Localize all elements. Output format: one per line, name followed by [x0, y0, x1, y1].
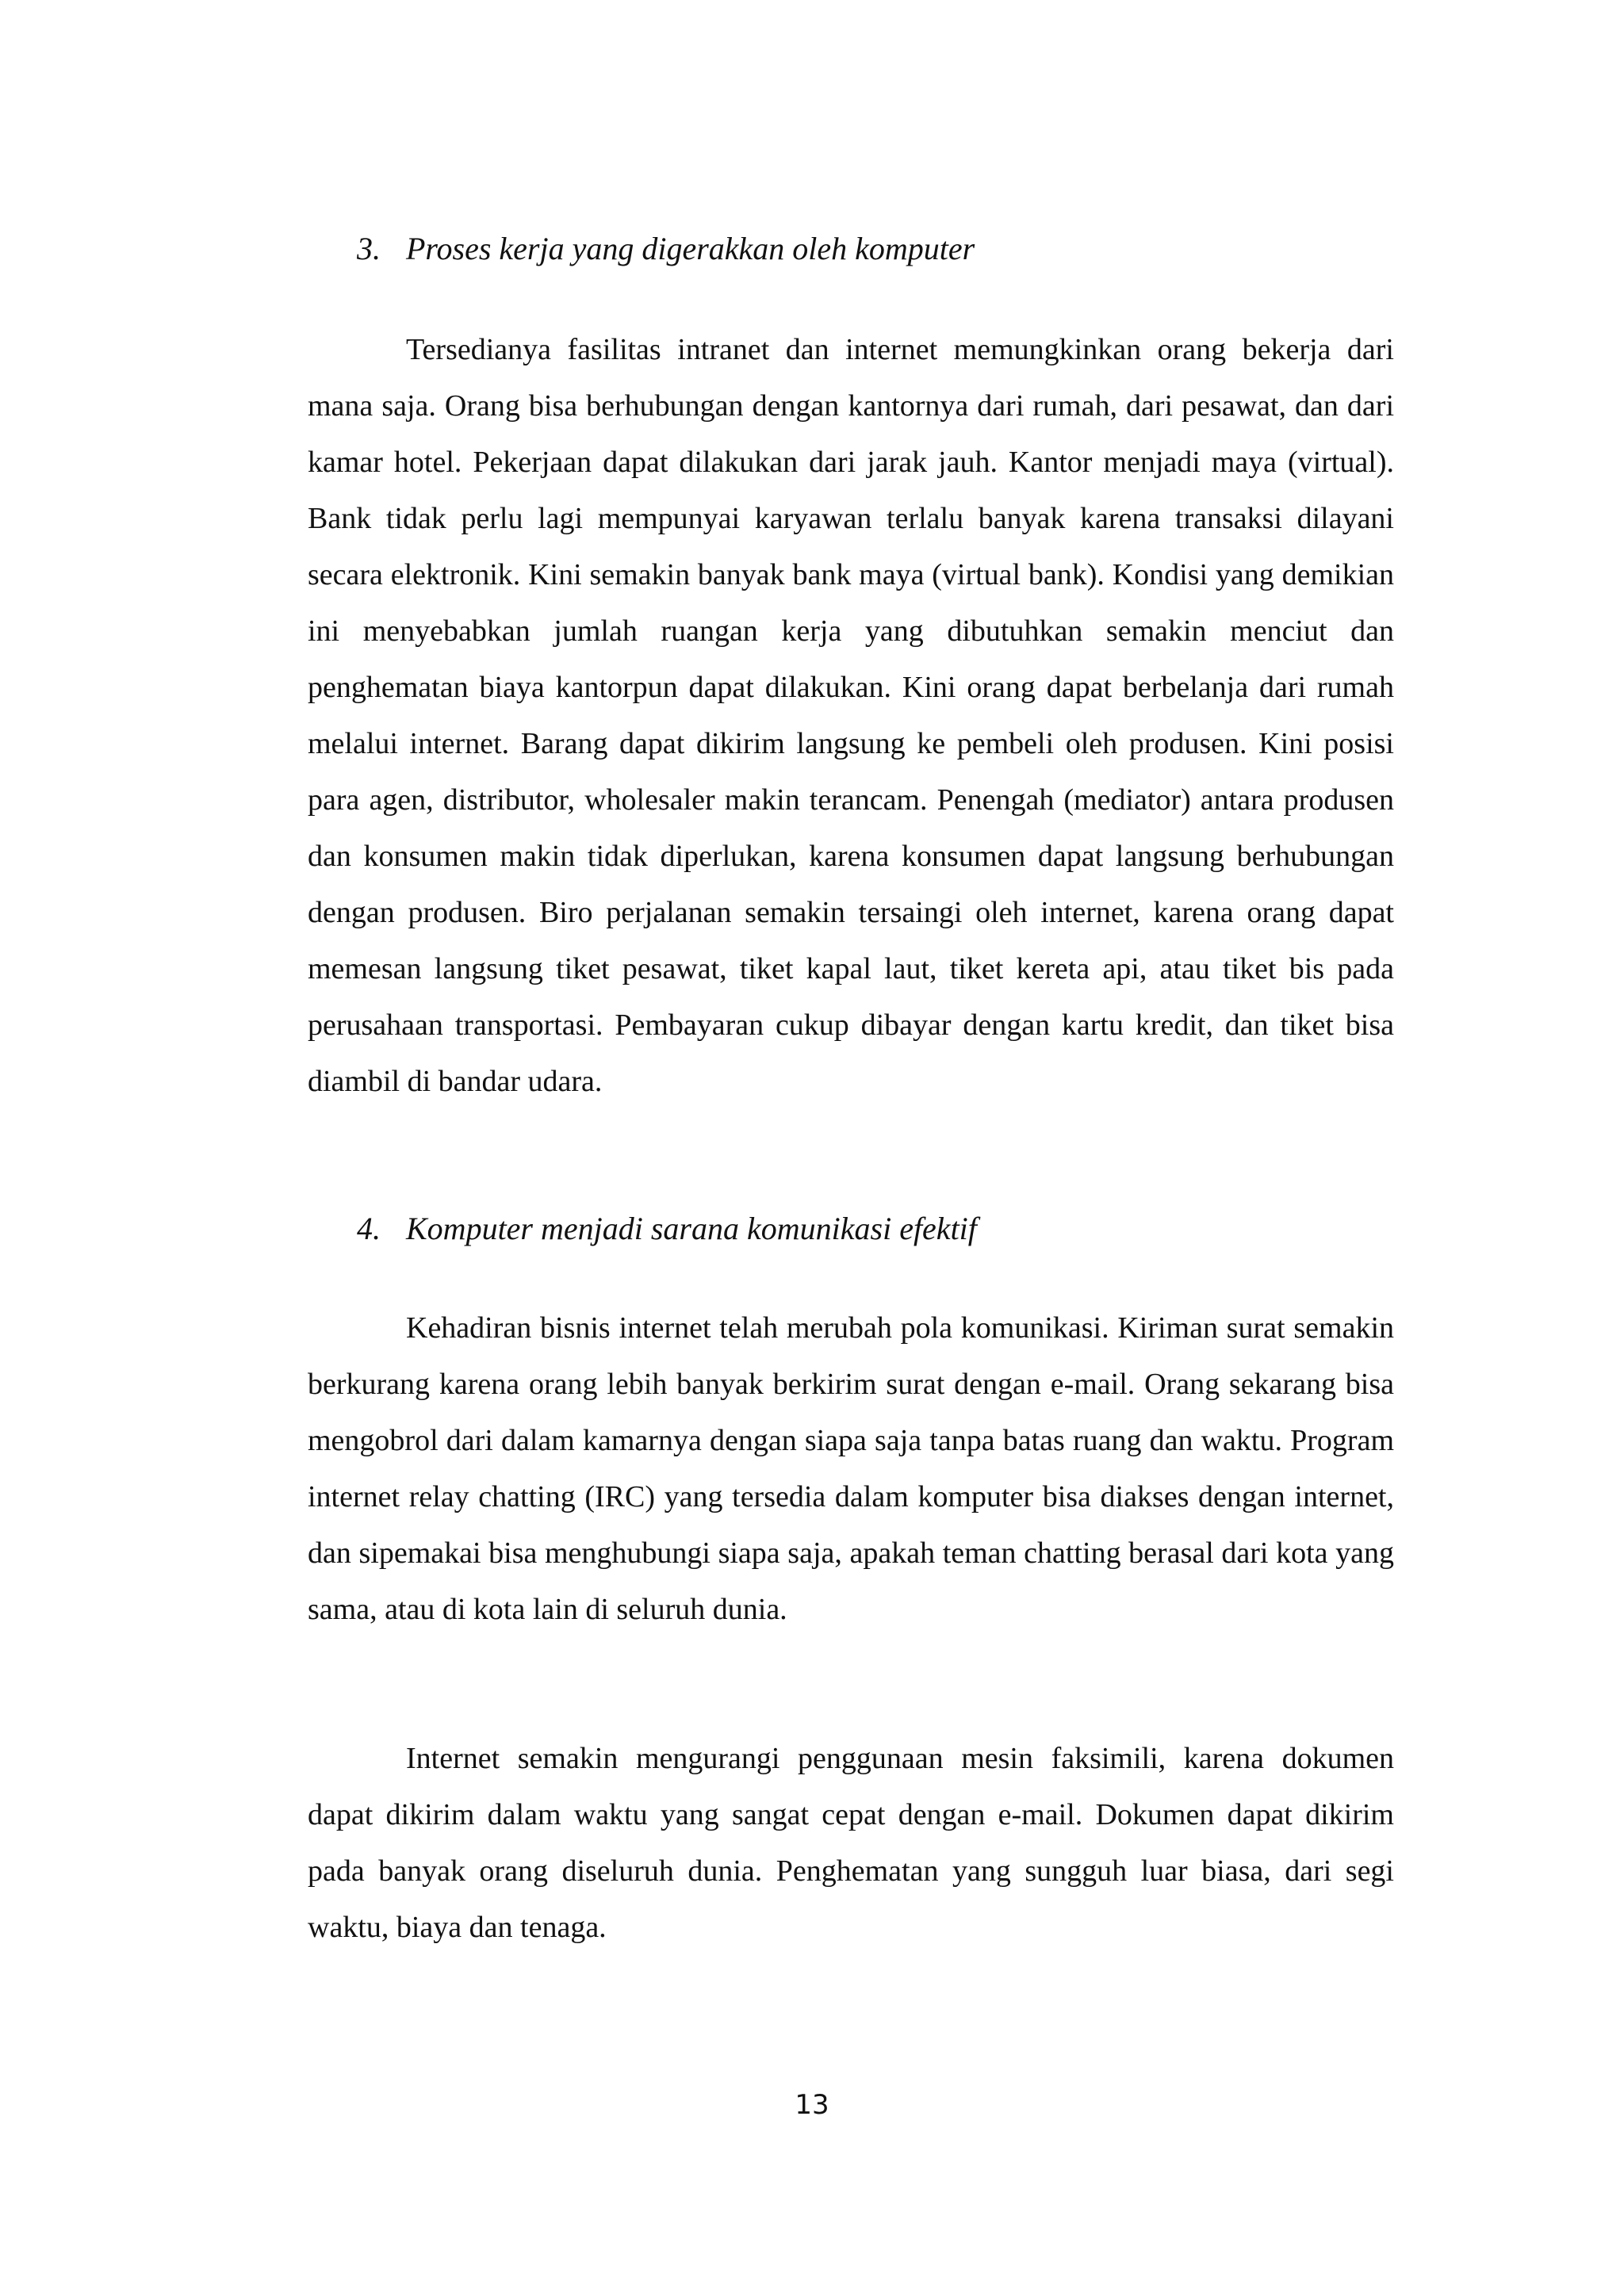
section-title: Proses kerja yang digerakkan oleh komputer [406, 231, 975, 266]
body-paragraph: Kehadiran bisnis internet telah merubah pola komunikasi. Kiriman surat semakin berkurang karena orang lebih banyak berkirim surat dengan e-mail. Orang sekarang bisa mengobrol dari dalam kamarnya dengan siapa saja tanpa batas ruang dan waktu. Program internet relay chatting (IRC) yang tersedia dalam komputer bisa diakses dengan internet, dan sipemakai bisa menghubungi siapa saja, apakah teman chatting berasal dari kota yang sama, atau di kota lain di seluruh dunia. [308, 1311, 1394, 1626]
section-number: 4. [357, 1211, 381, 1246]
section-heading-4 [357, 1205, 1388, 1253]
body-paragraph: Internet semakin mengurangi penggunaan mesin faksimili, karena dokumen dapat dikirim dalam waktu yang sangat cepat dengan e-mail. Dokumen dapat dikirim pada banyak orang diseluruh dunia. Penghematan yang sungguh luar biasa, dari segi waktu, biaya dan tenaga. [308, 1742, 1394, 1944]
body-paragraph: Tersedianya fasilitas intranet dan internet memungkinkan orang bekerja dari mana saja. Orang bisa berhubungan dengan kantornya dari rumah, dari pesawat, dan dari kamar hotel. Pekerjaan dapat dilakukan dari jarak jauh. Kantor menjadi maya (virtual). Bank tidak perlu lagi mempunyai karyawan terlalu banyak karena transaksi dilayani secara elektronik. Kini semakin banyak bank maya (virtual bank). Kondisi yang demikian ini menyebabkan jumlah ruangan kerja yang dibutuhkan semakin menciut dan penghematan biaya kantorpun dapat dilakukan. Kini orang dapat berbelanja dari rumah melalui internet. Barang dapat dikirim langsung ke pembeli oleh produsen. Kini posisi para agen, distributor, wholesaler makin terancam. Penengah (mediator) antara produsen dan konsumen makin tidak diperlukan, karena konsumen dapat langsung berhubungan dengan produsen. Biro perjalanan semakin tersaingi oleh internet, karena orang dapat memesan langsung tiket pesawat, tiket kapal laut, tiket kereta api, atau tiket bis pada perusahaan transportasi. Pembayaran cukup dibayar dengan kartu kredit, dan tiket bisa diambil di bandar udara. [308, 333, 1394, 1098]
page-number: 13 [795, 2089, 829, 2121]
section-heading-3 [357, 225, 1388, 273]
section-title: Komputer menjadi sarana komunikasi efektif [406, 1211, 977, 1246]
section-number: 3. [357, 231, 381, 266]
